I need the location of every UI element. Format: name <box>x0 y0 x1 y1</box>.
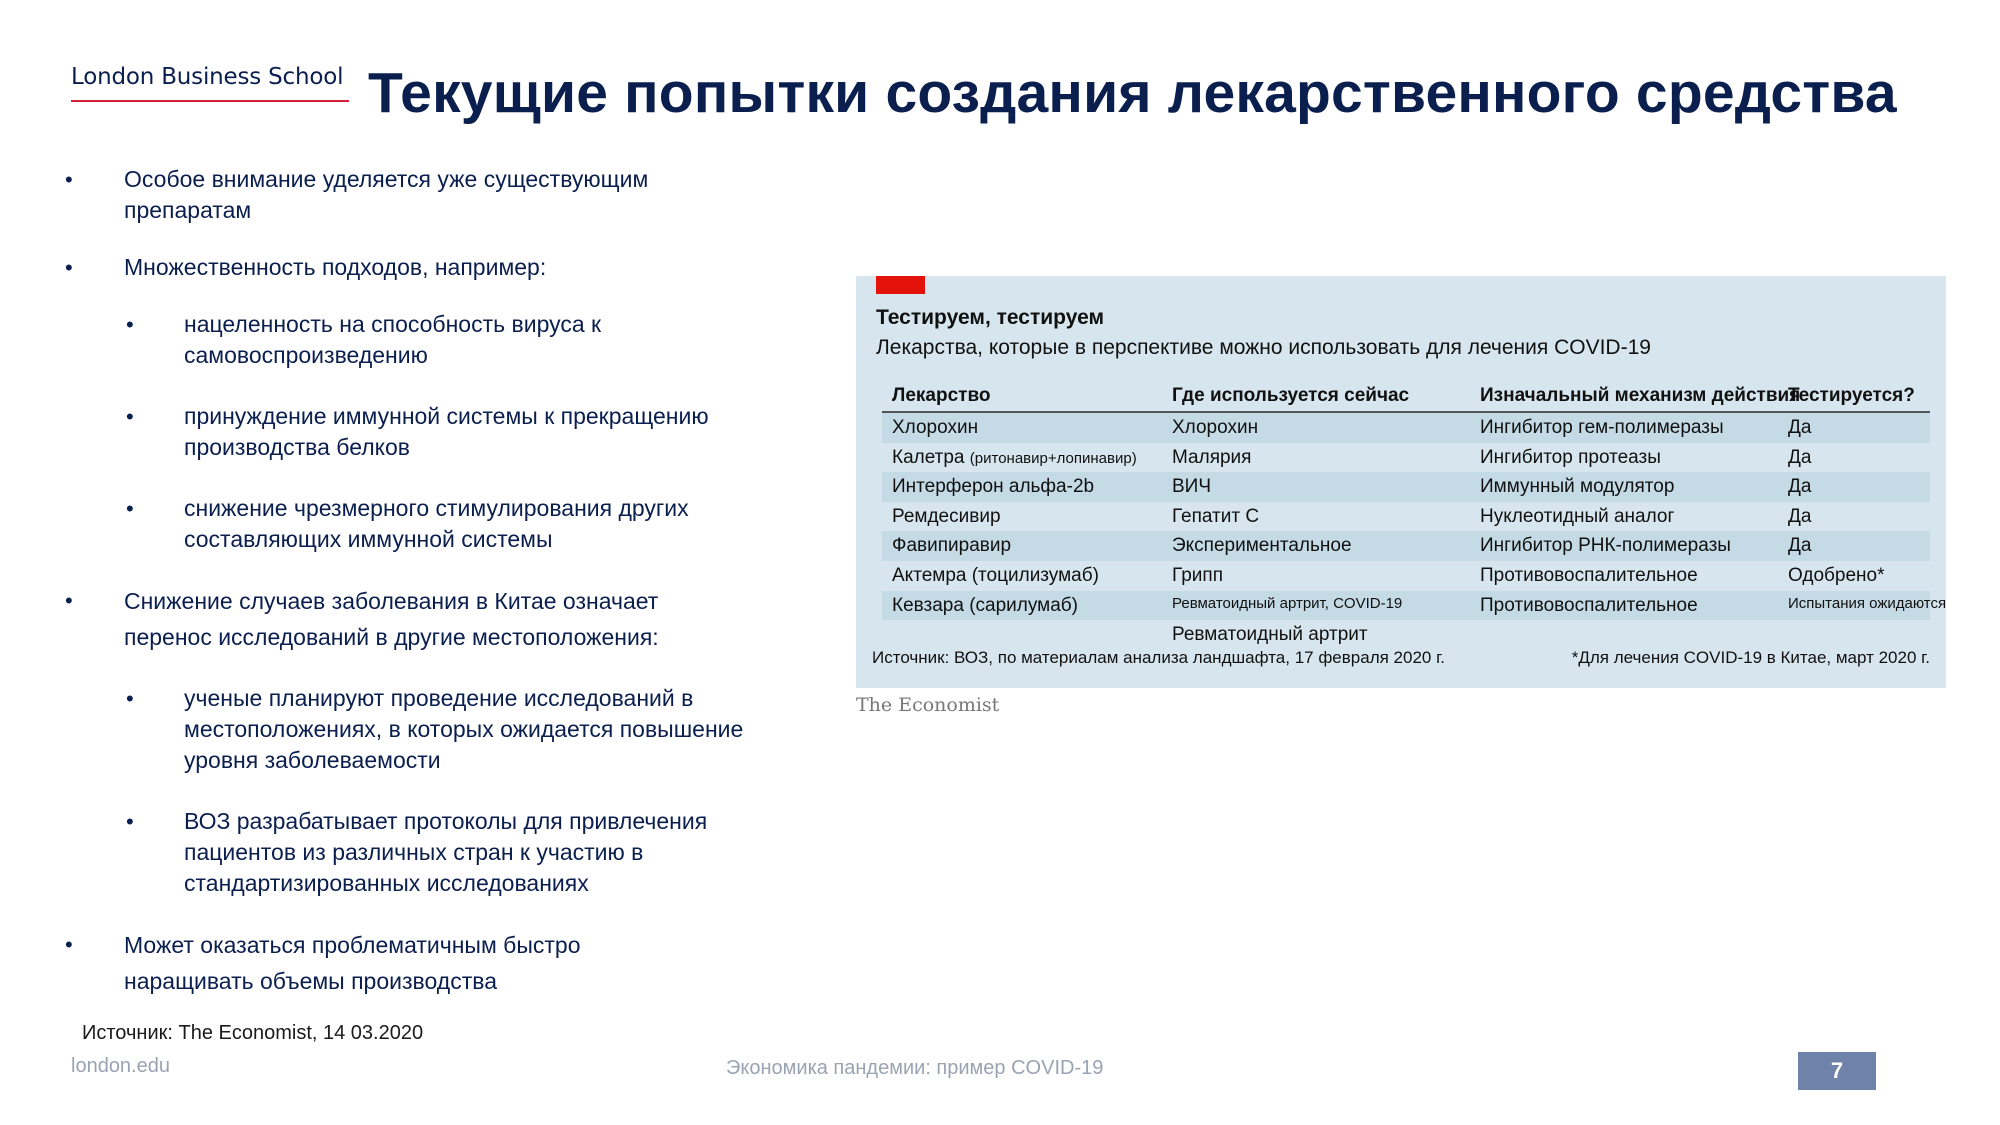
bullet-item <box>60 927 684 999</box>
table-row <box>882 443 1930 473</box>
table-row <box>882 561 1930 591</box>
bullet-item <box>60 164 684 226</box>
column-header-drug: Лекарство <box>892 385 991 406</box>
bullet-dot: • <box>65 167 73 192</box>
footer-title: Экономика пандемии: пример COVID-19 <box>726 1057 1104 1079</box>
source-note: Источник: The Economist, 14 03.2020 <box>82 1022 424 1044</box>
cell-use: Хлорохин <box>1172 417 1259 438</box>
bullet-item <box>60 583 744 655</box>
table-row <box>882 502 1930 532</box>
drug-table-panel <box>856 276 1946 688</box>
cell-drug: Ремдесивир <box>892 505 1001 527</box>
column-header-tested: Тестируется? <box>1788 385 1915 406</box>
cell-mechanism: Противовоспалительное <box>1480 594 1698 616</box>
bullet-text: нацеленность на способность вируса к самовоспроизведению <box>184 311 602 368</box>
drug-table <box>882 383 1947 650</box>
bullet-text: снижение чрезмерного стимулирования других составляющих иммунной системы <box>184 495 689 552</box>
cell-mechanism: Ингибитор протеазы <box>1480 446 1661 468</box>
cell-drug: Хлорохин <box>892 417 979 438</box>
bullet-dot: • <box>65 255 73 280</box>
cell-mechanism: Иммунный модулятор <box>1480 476 1675 498</box>
table-footnote: *Для лечения COVID-19 в Китае, март 2020 г. <box>1571 648 1930 667</box>
bullet-dot: • <box>126 312 134 337</box>
cell-tested: Да <box>1788 535 1812 557</box>
table-row <box>882 531 1930 561</box>
cell-drug: Калетра (ритонавир+лопинавир) <box>892 446 1137 468</box>
sub-bullet-item <box>60 493 784 555</box>
bullet-text: Может оказаться проблематичным быстро наращивать объемы производства <box>124 932 581 994</box>
table-source: Источник: ВОЗ, по материалам анализа ландшафта, 17 февраля 2020 г. <box>872 648 1445 667</box>
sub-bullet-item <box>60 309 724 371</box>
bullet-text: ВОЗ разрабатывает протоколы для привлечения пациентов из различных стран к участию в стандартизированных исследованиях <box>184 808 708 896</box>
bullet-dot: • <box>126 809 134 834</box>
bullet-text: ученые планируют проведение исследований в местоположениях, в которых ожидается повышение уровня заболеваемости <box>184 685 744 773</box>
bullet-item <box>60 252 800 283</box>
table-row <box>882 620 1930 650</box>
cell-use: ВИЧ <box>1172 476 1211 498</box>
slide-title: Текущие попытки создания лекарственного средства <box>368 61 1897 125</box>
cell-use: Ревматоидный артрит <box>1172 624 1368 646</box>
economist-red-tag <box>876 276 925 294</box>
panel-subtitle: Лекарства, которые в перспективе можно использовать для лечения COVID-19 <box>876 336 1651 359</box>
sub-bullet-item <box>60 683 754 776</box>
page-number-badge: 7 <box>1798 1052 1876 1090</box>
bullet-text: принуждение иммунной системы к прекращению производства белков <box>184 403 709 460</box>
cell-drug: Кевзара (сарилумаб) <box>892 594 1078 616</box>
bullet-text: Особое внимание уделяется уже существующим препаратам <box>124 166 649 223</box>
bullet-list <box>60 164 800 999</box>
cell-drug: Актемра (тоцилизумаб) <box>892 564 1099 586</box>
table-header <box>882 383 1930 413</box>
cell-use: Малярия <box>1172 446 1252 468</box>
cell-drug: Интерферон альфа-2b <box>892 476 1095 498</box>
logo-text: London Business School <box>71 64 344 90</box>
cell-mechanism: Ингибитор гем-полимеразы <box>1480 417 1724 438</box>
cell-tested: Да <box>1788 417 1812 438</box>
cell-tested: Да <box>1788 505 1812 527</box>
bullet-text: Снижение случаев заболевания в Китае означает перенос исследований в другие местоположения: <box>124 588 659 650</box>
cell-tested: Испытания ожидаются <box>1788 594 1947 612</box>
table-row <box>882 591 1947 621</box>
bullet-dot: • <box>126 404 134 429</box>
cell-use: Гепатит С <box>1172 505 1260 527</box>
cell-tested: Да <box>1788 446 1812 468</box>
bullet-dot: • <box>65 588 73 613</box>
school-logo <box>71 64 349 102</box>
cell-mechanism: Противовоспалительное <box>1480 564 1698 586</box>
cell-use: Грипп <box>1172 564 1223 586</box>
cell-use: Ревматоидный артрит, COVID-19 <box>1172 594 1403 612</box>
table-row <box>882 413 1930 443</box>
sub-bullet-item <box>60 806 804 899</box>
cell-use: Экспериментальное <box>1172 535 1352 557</box>
economist-credit: The Economist <box>856 694 1000 716</box>
bullet-dot: • <box>126 496 134 521</box>
cell-drug: Фавипиравир <box>892 535 1012 557</box>
cell-mechanism: Нуклеотидный аналог <box>1480 505 1675 527</box>
column-header-use: Где используется сейчас <box>1172 385 1410 406</box>
logo-underline <box>71 100 349 102</box>
panel-title: Тестируем, тестируем <box>876 306 1105 329</box>
bullet-text: Множественность подходов, например: <box>124 254 547 280</box>
bullet-dot: • <box>126 686 134 711</box>
sub-bullet-item <box>60 401 804 463</box>
cell-mechanism: Ингибитор РНК-полимеразы <box>1480 535 1731 557</box>
cell-tested: Одобрено* <box>1788 564 1885 586</box>
footer-site-link[interactable]: london.edu <box>71 1055 170 1077</box>
column-header-mechanism: Изначальный механизм действия <box>1480 385 1801 406</box>
table-row <box>882 472 1930 502</box>
cell-tested: Да <box>1788 476 1812 498</box>
bullet-dot: • <box>65 932 73 957</box>
